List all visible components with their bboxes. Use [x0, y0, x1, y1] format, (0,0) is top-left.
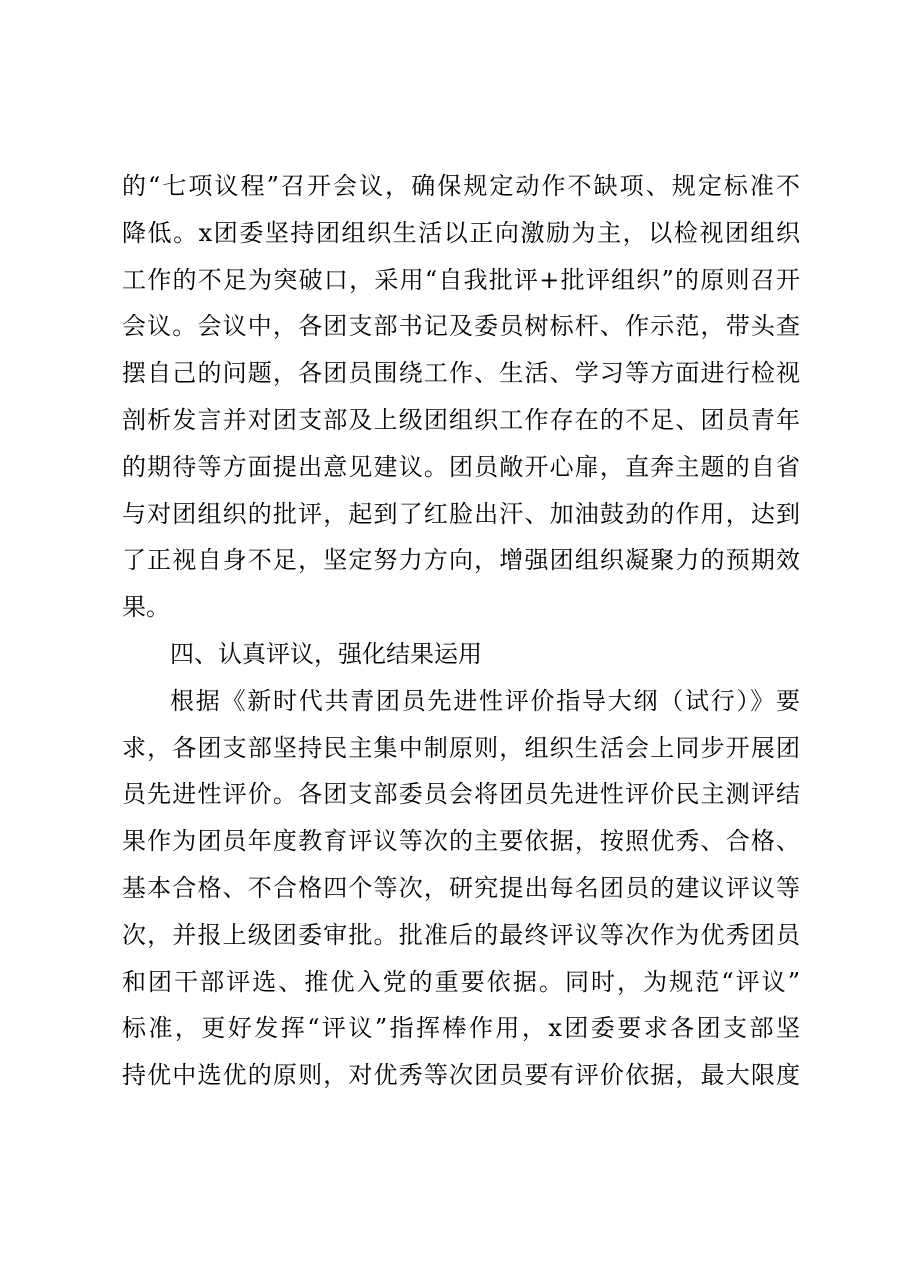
section-heading: 四、认真评议，强化结果运用: [170, 639, 482, 668]
text-line: 根据《新时代共青团员先进性评价指导大纲（试行）》要: [170, 686, 800, 715]
text-line: 摆自己的问题，各团员围绕工作、生活、学习等方面进行检视: [122, 359, 800, 388]
text-line: 降低。x团委坚持团组织生活以正向激励为主，以检视团组织: [122, 218, 800, 247]
text-line: 和团干部评选、推优入党的重要依据。同时，为规范“评议”: [122, 967, 800, 996]
text-line: 会议。会议中，各团支部书记及委员树标杆、作示范，带头查: [122, 312, 800, 341]
text-line: 的期待等方面提出意见建议。团员敞开心扉，直奔主题的自省: [122, 452, 800, 481]
paragraph: [122, 678, 800, 1099]
text-line: 工作的不足为突破口，采用“自我批评+批评组织”的原则召开: [122, 265, 800, 294]
text-line: 标准，更好发挥“评议”指挥棒作用，x团委要求各团支部坚: [122, 1014, 800, 1043]
text-line: 果作为团员年度教育评议等次的主要依据，按照优秀、合格、: [122, 827, 800, 856]
text-line: 次，并报上级团委审批。批准后的最终评议等次作为优秀团员: [122, 920, 800, 949]
document-body: [122, 163, 800, 1099]
text-line: 了正视自身不足，坚定努力方向，增强团组织凝聚力的预期效: [122, 546, 800, 575]
text-line: 求，各团支部坚持民主集中制原则，组织生活会上同步开展团: [122, 733, 800, 762]
text-line: 果。: [122, 593, 170, 622]
paragraph-continuation: [122, 163, 800, 631]
text-line: 持优中选优的原则，对优秀等次团员要有评价依据，最大限度: [122, 1061, 800, 1090]
text-line: 的“七项议程”召开会议，确保规定动作不缺项、规定标准不: [122, 172, 800, 200]
text-line: 剖析发言并对团支部及上级团组织工作存在的不足、团员青年: [122, 405, 800, 434]
text-line: 与对团组织的批评，起到了红脸出汗、加油鼓劲的作用，达到: [122, 499, 800, 528]
text-line: 基本合格、不合格四个等次，研究提出每名团员的建议评议等: [122, 873, 800, 902]
text-line: 员先进性评价。各团支部委员会将团员先进性评价民主测评结: [122, 780, 800, 809]
